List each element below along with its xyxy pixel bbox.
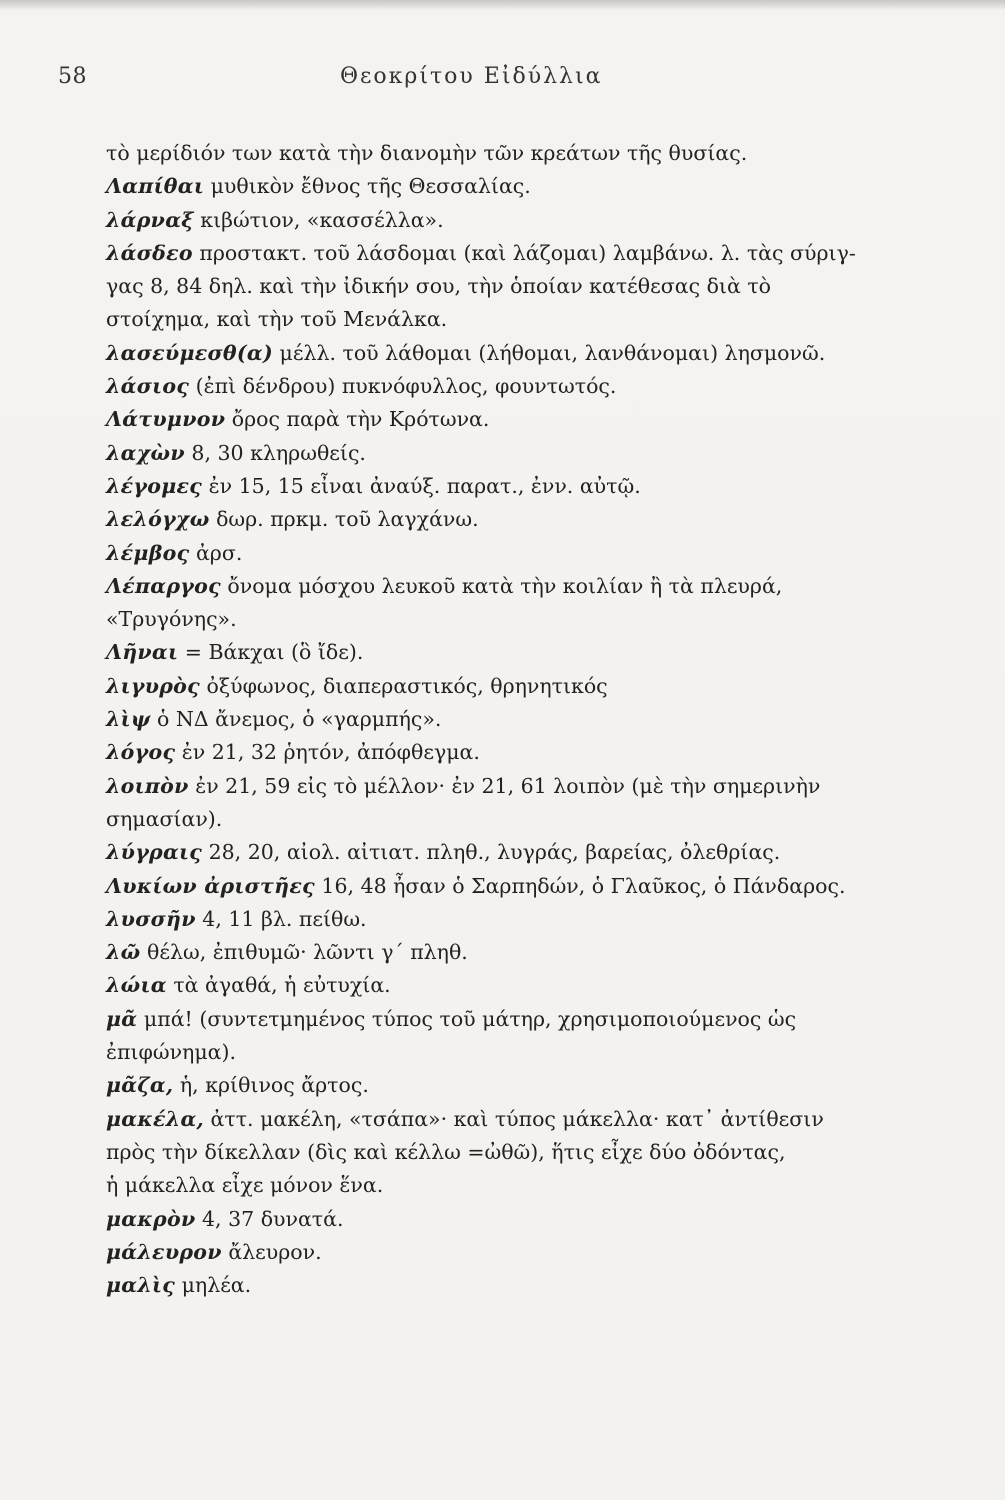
entry-lemma: Λυκίων ἀριστῆες — [106, 873, 315, 898]
entry-lemma: μακέλα, — [106, 1106, 204, 1131]
entry-line — [106, 636, 946, 669]
entry-lemma: λὶψ — [106, 707, 151, 732]
entry-text: 4, 37 δυνατά. — [202, 1206, 344, 1231]
entry-lemma: μᾶ — [106, 1006, 138, 1031]
entry-line — [106, 303, 946, 336]
entry-text: ἀττ. μακέλη, «τσάπα»· καὶ τύπος μάκελλα· κατ᾽ ἀντίθεσιν — [210, 1106, 824, 1131]
entry-lemma: λελόγχω — [106, 507, 210, 532]
entry-line — [106, 770, 946, 803]
entry-text: γας 8, 84 δηλ. καὶ τὴν ἰδικήν σου, τὴν ὁποίαν κατέθεσας διὰ τὸ — [106, 274, 772, 299]
entry-line — [106, 603, 946, 636]
entry-line — [106, 1203, 946, 1236]
entry-text: ἀρσ. — [195, 540, 243, 565]
glossary-entry — [106, 636, 946, 669]
entry-text: σημασίαν). — [106, 806, 223, 831]
entry-text: 16, 48 ἦσαν ὁ Σαρπηδών, ὁ Γλαῦκος, ὁ Πάνδαρος. — [321, 873, 846, 898]
entry-line — [106, 403, 946, 436]
running-title: Θεοκρίτου Εἰδύλλια — [340, 64, 603, 89]
entry-text: μυθικὸν ἔθνος τῆς Θεσσαλίας. — [210, 174, 531, 199]
entry-line — [106, 670, 946, 703]
glossary-entry — [106, 1269, 946, 1302]
entry-line — [106, 703, 946, 736]
glossary-entry — [106, 237, 946, 337]
entry-text: ὄρος παρὰ τὴν Κρότωνα. — [231, 407, 490, 432]
entry-lemma: Λαπίθαι — [106, 174, 205, 199]
entry-text: «Τρυγόνης». — [106, 607, 237, 632]
entry-text: 4, 11 βλ. πείθω. — [202, 906, 367, 931]
glossary-entry — [106, 370, 946, 403]
glossary-entry — [106, 670, 946, 703]
entry-text: ἐν 21, 59 εἰς τὸ μέλλον· ἐν 21, 61 λοιπὸν (μὲ τὴν σημερινὴν — [195, 773, 821, 798]
entry-line — [106, 170, 946, 203]
entry-lemma: μακρὸν — [106, 1206, 196, 1231]
glossary-entry — [106, 503, 946, 536]
entry-text: δωρ. πρκμ. τοῦ λαγχάνω. — [216, 507, 479, 532]
entry-lemma: Λῆναι — [106, 640, 179, 665]
entry-text: μέλλ. τοῦ λάθομαι (λήθομαι, λανθάνομαι) λησμονῶ. — [279, 340, 826, 365]
entry-lemma: λέγομες — [106, 473, 203, 498]
glossary-entry — [106, 137, 946, 170]
entry-line — [106, 337, 946, 370]
entry-text: μηλέα. — [181, 1273, 252, 1298]
glossary-entry — [106, 736, 946, 769]
entry-text: ὁ ΝΔ ἄνεμος, ὁ «γαρμπής». — [157, 707, 442, 732]
page-header — [58, 64, 948, 98]
entry-lemma: λαχὼν — [106, 440, 185, 465]
entry-line — [106, 437, 946, 470]
glossary-entry — [106, 437, 946, 470]
glossary-entries — [106, 137, 946, 1302]
entry-lemma: λασεύμεσθ(α) — [106, 340, 273, 365]
entry-text: τὸ μερίδιόν των κατὰ τὴν διανομὴν τῶν κρεάτων τῆς θυσίας. — [106, 141, 748, 165]
entry-text: ὄνομα μόσχου λευκοῦ κατὰ τὴν κοιλίαν ἢ τὰ πλευρά, — [227, 573, 783, 598]
glossary-entry — [106, 969, 946, 1002]
entry-line — [106, 570, 946, 603]
glossary-entry — [106, 836, 946, 869]
glossary-entry — [106, 170, 946, 203]
entry-lemma: λώια — [106, 973, 167, 998]
glossary-entry — [106, 204, 946, 237]
glossary-entry — [106, 570, 946, 637]
entry-text: = Βάκχαι (ὃ ἴδε). — [184, 640, 364, 665]
glossary-entry — [106, 1103, 946, 1203]
entry-line — [106, 237, 946, 270]
entry-line — [106, 736, 946, 769]
entry-lemma: λάρναξ — [106, 207, 194, 232]
entry-lemma: λόγος — [106, 740, 176, 765]
entry-text: προστακτ. τοῦ λάσδομαι (καὶ λάζομαι) λαμβάνω. λ. τὰς σύριγ- — [199, 240, 856, 265]
entry-line — [106, 1136, 946, 1169]
glossary-entry — [106, 770, 946, 837]
entry-text: ἄλευρον. — [228, 1239, 322, 1264]
entry-line — [106, 1169, 946, 1202]
entry-text: τὰ ἀγαθά, ἡ εὐτυχία. — [173, 973, 391, 998]
page-number: 58 — [58, 64, 87, 89]
entry-text: στοίχημα, καὶ τὴν τοῦ Μενάλκα. — [106, 307, 448, 332]
entry-line — [106, 803, 946, 836]
entry-line — [106, 969, 946, 1002]
glossary-entry — [106, 537, 946, 570]
entry-lemma: λυσσῆν — [106, 906, 196, 931]
entry-line — [106, 370, 946, 403]
entry-lemma: Λάτυμνον — [106, 407, 226, 432]
glossary-entry — [106, 703, 946, 736]
entry-lemma: λῶ — [106, 940, 141, 965]
entry-line — [106, 936, 946, 969]
entry-text: πρὸς τὴν δίκελλαν (δὶς καὶ κέλλω =ὠθῶ), ἥτις εἶχε δύο ὀδόντας, — [106, 1139, 786, 1164]
glossary-entry — [106, 337, 946, 370]
entry-lemma: λύγραις — [106, 840, 203, 865]
glossary-entry — [106, 936, 946, 969]
entry-line — [106, 270, 946, 303]
glossary-entry — [106, 1203, 946, 1236]
glossary-entry — [106, 1236, 946, 1269]
glossary-entry — [106, 470, 946, 503]
entry-lemma: Λέπαργος — [106, 573, 221, 598]
glossary-entry — [106, 1069, 946, 1102]
page-edge-shadow — [0, 0, 1005, 10]
entry-text: 8, 30 κληρωθείς. — [191, 440, 366, 465]
entry-text: ἡ, κρίθινος ἄρτος. — [179, 1073, 369, 1098]
entry-line — [106, 204, 946, 237]
glossary-entry — [106, 903, 946, 936]
entry-text: ἐπιφώνημα). — [106, 1040, 237, 1065]
entry-text: 28, 20, αἰολ. αἰτιατ. πληθ., λυγράς, βαρείας, ὀλεθρίας. — [208, 840, 781, 865]
entry-line — [106, 137, 946, 170]
entry-text: ἡ μάκελλα εἶχε μόνον ἕνα. — [106, 1173, 384, 1198]
entry-text: ὀξύφωνος, διαπεραστικός, θρηνητικός — [206, 673, 608, 698]
entry-line — [106, 470, 946, 503]
entry-lemma: μάλευρον — [106, 1239, 222, 1264]
entry-lemma: μᾶζα, — [106, 1073, 174, 1098]
glossary-entry — [106, 403, 946, 436]
entry-line — [106, 503, 946, 536]
entry-lemma: μαλὶς — [106, 1273, 176, 1298]
entry-line — [106, 836, 946, 869]
entry-text: ἐν 21, 32 ῥητόν, ἀπόφθεγμα. — [181, 740, 480, 765]
entry-line — [106, 870, 946, 903]
entry-lemma: λιγυρὸς — [106, 673, 200, 698]
glossary-entry — [106, 870, 946, 903]
entry-line — [106, 1069, 946, 1102]
entry-lemma: λάσδεο — [106, 240, 193, 265]
entry-line — [106, 1003, 946, 1036]
entry-lemma: λοιπὸν — [106, 773, 189, 798]
entry-text: μπά! (συντετμημένος τύπος τοῦ μάτηρ, χρησιμοποιούμενος ὡς — [143, 1006, 797, 1031]
entry-text: (ἐπὶ δένδρου) πυκνόφυλλος, φουντωτός. — [195, 374, 617, 399]
entry-lemma: λέμβος — [106, 540, 190, 565]
glossary-entry — [106, 1003, 946, 1070]
entry-line — [106, 903, 946, 936]
entry-line — [106, 1236, 946, 1269]
entry-text: κιβώτιον, «κασσέλλα». — [200, 207, 444, 232]
entry-line — [106, 537, 946, 570]
entry-text: θέλω, ἐπιθυμῶ· λῶντι γ΄ πληθ. — [147, 940, 468, 965]
entry-line — [106, 1036, 946, 1069]
entry-text: ἐν 15, 15 εἶναι ἀναύξ. παρατ., ἐνν. αὐτῷ. — [208, 473, 641, 498]
entry-lemma: λάσιος — [106, 374, 190, 399]
entry-line — [106, 1103, 946, 1136]
entry-line — [106, 1269, 946, 1302]
